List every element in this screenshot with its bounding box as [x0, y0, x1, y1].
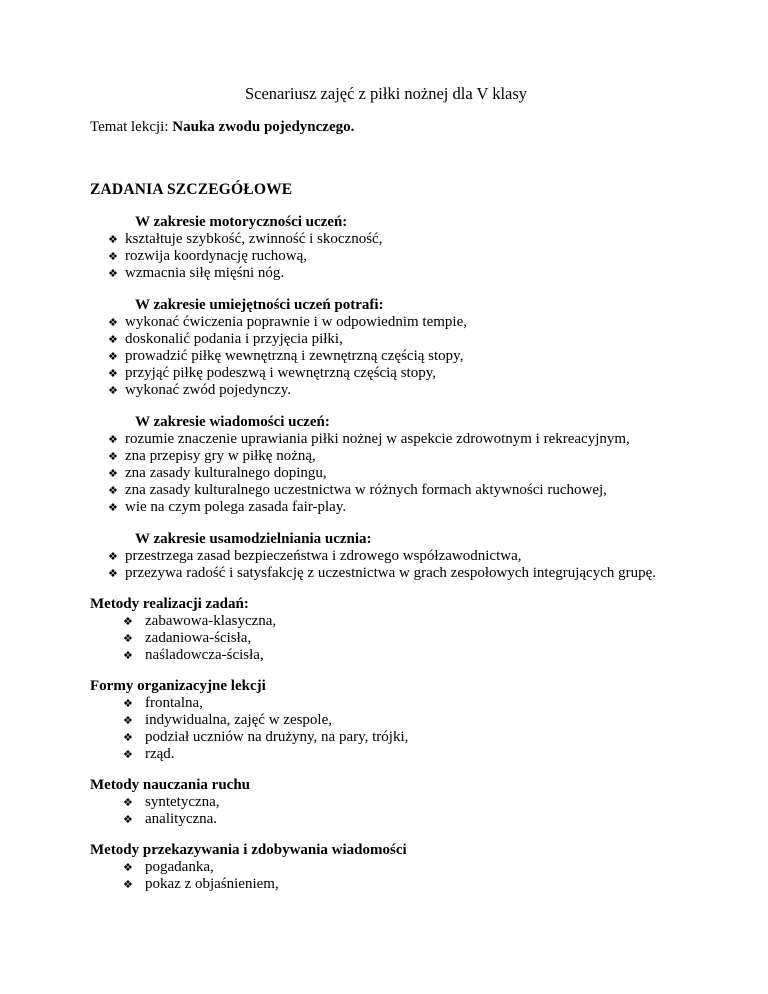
- bullet-list: [90, 431, 682, 516]
- lesson-topic-text: Nauka zwodu pojedynczego.: [172, 119, 355, 135]
- document-section: [90, 776, 682, 828]
- bullet-list: [90, 231, 682, 282]
- tasks-main-heading: ZADANIA SZCZEGÓŁOWE: [90, 181, 293, 198]
- list-item: [90, 746, 682, 763]
- section-heading: W zakresie wiadomości uczeń:: [135, 414, 330, 430]
- list-item: [90, 348, 682, 365]
- document-section: [90, 530, 682, 582]
- bullet-icon: ❖: [108, 450, 118, 463]
- bullet-icon: ❖: [123, 632, 133, 645]
- list-item: [90, 729, 682, 746]
- section-heading: Formy organizacyjne lekcji: [90, 678, 266, 694]
- list-item-text: wykonać zwód pojedynczy.: [125, 382, 292, 398]
- bullet-icon: ❖: [108, 467, 118, 480]
- list-item-text: rozumie znaczenie uprawiania piłki nożnej w aspekcie zdrowotnym i rekreacyjnym,: [125, 431, 630, 447]
- section-heading: Metody realizacji zadań:: [90, 596, 249, 612]
- bullet-icon: ❖: [108, 316, 118, 329]
- bullet-list: [90, 859, 682, 893]
- list-item: [90, 548, 682, 565]
- section-heading: W zakresie motoryczności uczeń:: [135, 214, 348, 230]
- page-title: Scenariusz zajęć z piłki nożnej dla V klasy: [244, 84, 528, 103]
- list-item: [90, 431, 682, 448]
- document-section: [90, 595, 682, 664]
- list-item-text: wie na czym polega zasada fair-play.: [125, 499, 347, 515]
- list-item: [90, 265, 682, 282]
- list-item-text: pogadanka,: [145, 859, 214, 875]
- list-item-text: syntetyczna,: [145, 794, 220, 810]
- list-item: [90, 382, 682, 399]
- bullet-icon: ❖: [108, 501, 118, 514]
- list-item-text: prowadzić piłkę wewnętrzną i zewnętrzną częścią stopy,: [125, 348, 464, 364]
- document-section: [90, 677, 682, 763]
- list-item: [90, 499, 682, 516]
- list-item: [90, 613, 682, 630]
- list-item: [90, 811, 682, 828]
- list-item: [90, 794, 682, 811]
- bullet-icon: ❖: [123, 861, 133, 874]
- bullet-icon: ❖: [108, 250, 118, 263]
- bullet-icon: ❖: [123, 796, 133, 809]
- bullet-icon: ❖: [123, 649, 133, 662]
- bullet-icon: ❖: [108, 384, 118, 397]
- list-item: [90, 465, 682, 482]
- list-item-text: analityczna.: [145, 811, 218, 827]
- section-heading: Metody przekazywania i zdobywania wiadomości: [90, 842, 407, 858]
- bullet-list: [90, 794, 682, 828]
- list-item: [90, 482, 682, 499]
- bullet-icon: ❖: [108, 367, 118, 380]
- bullet-icon: ❖: [108, 267, 118, 280]
- list-item: [90, 448, 682, 465]
- bullet-icon: ❖: [123, 878, 133, 891]
- bullet-icon: ❖: [108, 484, 118, 497]
- list-item-text: przyjąć piłkę podeszwą i wewnętrzną częścią stopy,: [125, 365, 436, 381]
- lesson-topic-line: [90, 118, 682, 137]
- section-heading: W zakresie umiejętności uczeń potrafi:: [135, 297, 384, 313]
- lesson-topic-label: Temat lekcji:: [90, 119, 173, 135]
- list-item-text: wzmacnia siłę mięśni nóg.: [125, 265, 285, 281]
- list-item-text: zna zasady kulturalnego dopingu,: [125, 465, 327, 481]
- bullet-icon: ❖: [123, 748, 133, 761]
- list-item-text: zna zasady kulturalnego uczestnictwa w różnych formach aktywności ruchowej,: [125, 482, 607, 498]
- bullet-icon: ❖: [123, 731, 133, 744]
- bullet-icon: ❖: [108, 550, 118, 563]
- list-item-text: naśladowcza-ścisła,: [145, 647, 264, 663]
- list-item: [90, 876, 682, 893]
- bullet-list: [90, 314, 682, 399]
- document-section: [90, 213, 682, 282]
- list-item: [90, 365, 682, 382]
- list-item: [90, 231, 682, 248]
- bullet-icon: ❖: [123, 615, 133, 628]
- list-item: [90, 859, 682, 876]
- list-item-text: kształtuje szybkość, zwinność i skoczność,: [125, 231, 383, 247]
- list-item-text: pokaz z objaśnieniem,: [145, 876, 279, 892]
- list-item-text: przezywa radość i satysfakcję z uczestnictwa w grach zespołowych integrujących grupę.: [125, 565, 657, 581]
- bullet-list: [90, 613, 682, 664]
- bullet-list: [90, 695, 682, 763]
- list-item: [90, 712, 682, 729]
- list-item-text: rząd.: [145, 746, 175, 762]
- bullet-icon: ❖: [123, 813, 133, 826]
- bullet-icon: ❖: [123, 697, 133, 710]
- list-item-text: doskonalić podania i przyjęcia piłki,: [125, 331, 343, 347]
- list-item-text: podział uczniów na drużyny, na pary, trójki,: [145, 729, 409, 745]
- bullet-icon: ❖: [108, 350, 118, 363]
- list-item-text: indywidualna, zajęć w zespole,: [145, 712, 333, 728]
- list-item: [90, 314, 682, 331]
- bullet-icon: ❖: [108, 333, 118, 346]
- bullet-icon: ❖: [108, 567, 118, 580]
- list-item: [90, 647, 682, 664]
- document-section: [90, 413, 682, 516]
- document-body: [90, 213, 682, 893]
- bullet-icon: ❖: [108, 433, 118, 446]
- section-heading: W zakresie usamodzielniania ucznia:: [135, 531, 372, 547]
- list-item-text: frontalna,: [145, 695, 203, 711]
- bullet-list: [90, 548, 682, 582]
- bullet-icon: ❖: [123, 714, 133, 727]
- list-item-text: wykonać ćwiczenia poprawnie i w odpowiednim tempie,: [125, 314, 467, 330]
- list-item: [90, 695, 682, 712]
- list-item: [90, 565, 682, 582]
- bullet-icon: ❖: [108, 233, 118, 246]
- list-item-text: przestrzega zasad bezpieczeństwa i zdrowego współzawodnictwa,: [125, 548, 522, 564]
- list-item-text: zadaniowa-ścisła,: [145, 630, 252, 646]
- list-item: [90, 331, 682, 348]
- list-item: [90, 248, 682, 265]
- list-item-text: rozwija koordynację ruchową,: [125, 248, 308, 264]
- list-item-text: zabawowa-klasyczna,: [145, 613, 277, 629]
- document-section: [90, 841, 682, 893]
- list-item: [90, 630, 682, 647]
- section-heading: Metody nauczania ruchu: [90, 777, 251, 793]
- document-section: [90, 296, 682, 399]
- list-item-text: zna przepisy gry w piłkę nożną,: [125, 448, 316, 464]
